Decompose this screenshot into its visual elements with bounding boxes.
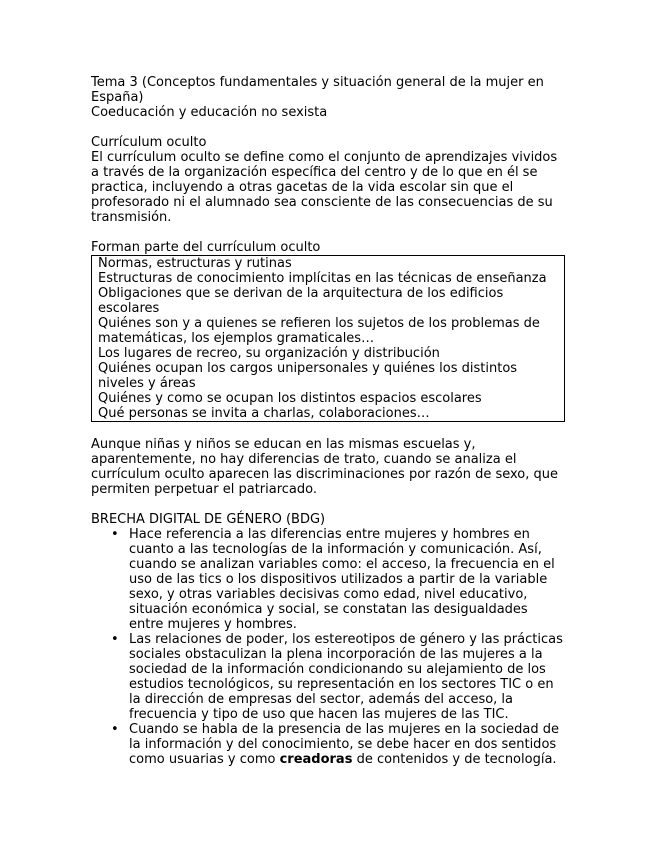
box-item: Obligaciones que se derivan de la arquitectura de los edificios escolares: [98, 286, 504, 316]
list-item-text: Las relaciones de poder, los estereotipos de género y las prácticas sociales obstaculizan la plena incorporación de las mujeres a la sociedad de la información condicionando su alejamiento de los estudios tecnológicos, su representación en los sectores TIC o en la dirección de empresas del sector, además del acceso, la frecuencia y tipo de uso que hacen las mujeres de las TIC.: [129, 632, 563, 722]
curriculum-definition: [91, 150, 566, 225]
forman-heading: Forman parte del currículum oculto: [91, 240, 321, 255]
title-line-2: Coeducación y educación no sexista: [91, 105, 328, 120]
list-item-text: Hace referencia a las diferencias entre mujeres y hombres en cuanto a las tecnologías de la información y comunicación. Así, cuando se analizan variables como: el acceso, la frecuencia en el uso de las tics o los dispositivos utilizados a partir de la variable sexo, y otras variables decisivas como edad, nivel educativo, situación económica y social, se constatan las desigualdades entre mujeres y hombres.: [129, 527, 555, 632]
box-item: Qué personas se invita a charlas, colaboraciones…: [98, 406, 430, 421]
spacer: [91, 225, 566, 240]
bullet-icon: •: [111, 527, 119, 542]
list-item: [111, 527, 566, 632]
spacer: [91, 422, 566, 437]
list-item: [111, 722, 566, 767]
curriculum-heading: Currículum oculto: [91, 135, 207, 150]
box-item: Quiénes ocupan los cargos unipersonales y quiénes los distintos niveles y áreas: [98, 361, 518, 391]
box-item: Estructuras de conocimiento implícitas en las técnicas de enseñanza: [98, 271, 547, 286]
title-line-1: Tema 3 (Conceptos fundamentales y situación general de la mujer en España): [91, 75, 544, 105]
box-item: Quiénes y como se ocupan los distintos espacios escolares: [98, 391, 482, 406]
curriculum-definition-text: El currículum oculto se define como el conjunto de aprendizajes vividos a través de la organización específica del centro y de lo que en él se practica, incluyendo a otras gacetas de la vida escolar sin que el profesorado ni el alumnado sea consciente de las consecuencias de su transmisión.: [91, 150, 558, 225]
bullet-icon: •: [111, 722, 119, 737]
document-page: [91, 75, 566, 767]
list-item: [111, 632, 566, 722]
box-item: Quiénes son y a quienes se refieren los sujetos de los problemas de matemáticas, los ejemplos gramaticales…: [98, 316, 540, 346]
spacer: [91, 497, 566, 512]
curriculum-items-box: [91, 255, 565, 422]
list-item-text-end: de contenidos y de tecnología.: [352, 752, 557, 767]
bold-word: creadoras: [279, 752, 353, 767]
bullet-icon: •: [111, 632, 119, 647]
brecha-list: [91, 527, 566, 767]
brecha-heading: BRECHA DIGITAL DE GÉNERO (BDG): [91, 512, 326, 527]
box-item: Normas, estructuras y rutinas: [98, 256, 292, 271]
spacer: [91, 120, 566, 135]
box-item: Los lugares de recreo, su organización y distribución: [98, 346, 440, 361]
aunque-paragraph: Aunque niñas y niños se educan en las mismas escuelas y, aparentemente, no hay diferencias de trato, cuando se analiza el currículum oculto aparecen las discriminaciones por razón de sexo, que permiten perpetuar el patriarcado.: [91, 437, 559, 497]
list-item-text-start: Cuando se habla de la presencia de las mujeres en la sociedad de la información y del conocimiento, se debe hacer en dos sentidos como usuarias y como: [129, 722, 559, 767]
